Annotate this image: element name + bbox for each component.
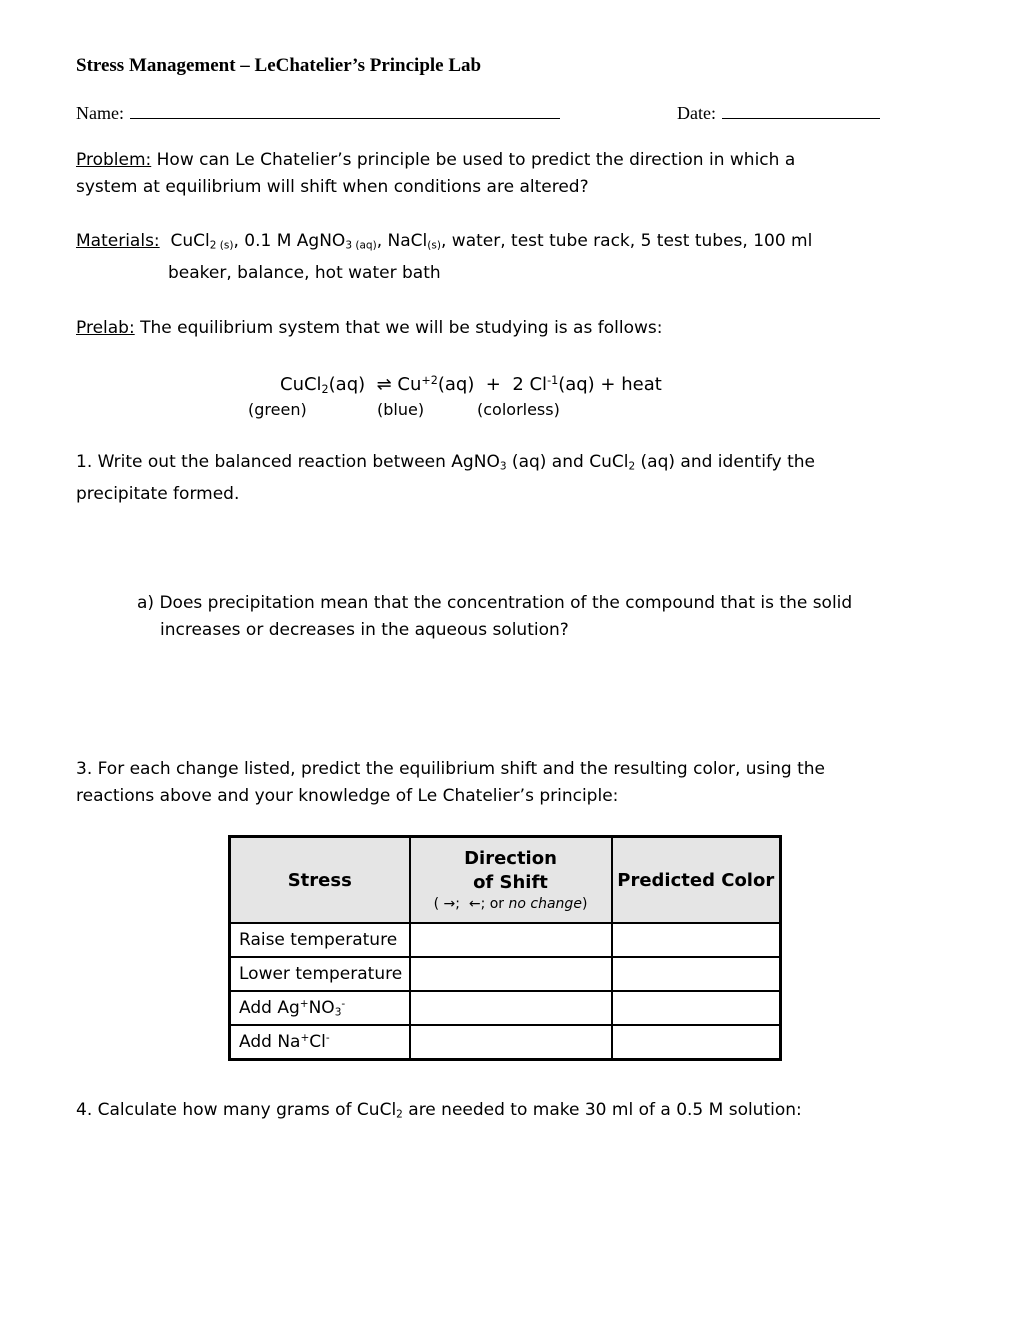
color-answer-cell — [612, 923, 781, 957]
predicted-color-column-header: Predicted Color — [612, 837, 781, 924]
date-label: Date: — [677, 103, 716, 123]
materials-line-1: Materials: CuCl$_{2 (s)}$, 0.1 M AgNO$_{3 (aq)}$, NaCl$_{(s)}$, water, test tube rack, 5 test tubes, 100 ml — [76, 231, 813, 252]
question-4 — [76, 1097, 802, 1129]
equation-color-label-green: (green) — [248, 400, 307, 419]
prelab-line-1: Prelab: The equilibrium system that we will be studying is as follows: — [76, 318, 663, 338]
table-header-row — [230, 837, 781, 924]
question-3 — [76, 756, 825, 810]
stress-cell: Lower temperature — [230, 957, 410, 991]
question-1 — [76, 449, 815, 508]
name-label: Name: — [76, 103, 124, 123]
table-row-lower-temperature — [230, 957, 781, 991]
materials-section — [76, 228, 812, 287]
stress-cell: Raise temperature — [230, 923, 410, 957]
direction-answer-cell — [410, 957, 612, 991]
stress-column-header: Stress — [230, 837, 410, 924]
date-blank-line — [722, 103, 880, 119]
direction-header-note: ( →; ←; or no change) — [433, 895, 588, 912]
direction-column-header — [410, 837, 612, 924]
prediction-table — [228, 835, 782, 1061]
question-1-line-2: precipitate formed. — [76, 483, 240, 504]
direction-answer-cell — [410, 991, 612, 1025]
stress-cell: Add $Ag^+NO_3^-$ — [230, 991, 410, 1025]
problem-section — [76, 147, 795, 201]
equilibrium-equation: CuCl$_2$(aq) ⇌ $Cu^{+2}(aq) + 2$ $Cl^{-1}(aq)$ + heat — [280, 374, 662, 396]
direction-header-line-1: Direction — [464, 847, 557, 869]
color-answer-cell — [612, 1025, 781, 1060]
stress-cell: Add Na+Cl- — [230, 1025, 410, 1060]
question-1-line-1: 1. Write out the balanced reaction between AgNO$_3$ (aq) and CuCl$_2$ (aq) and identify the — [76, 452, 815, 473]
question-1a-line-2: increases or decreases in the aqueous solution? — [160, 620, 569, 640]
table-row-add-agno3 — [230, 991, 781, 1025]
problem-line-1: Problem: How can Le Chatelier’s principle be used to predict the direction in which a — [76, 150, 796, 170]
name-field-row — [76, 103, 560, 124]
direction-answer-cell — [410, 1025, 612, 1060]
table-row-add-nacl — [230, 1025, 781, 1060]
direction-answer-cell — [410, 923, 612, 957]
question-1a-line-1: a) Does precipitation mean that the concentration of the compound that is the solid — [137, 593, 853, 613]
name-blank-line — [130, 103, 560, 119]
question-4-line-1: 4. Calculate how many grams of CuCl$_2$ are needed to make 30 ml of a 0.5 M solution: — [76, 1100, 802, 1121]
color-answer-cell — [612, 991, 781, 1025]
materials-line-2: beaker, balance, hot water bath — [168, 262, 441, 283]
question-1a — [137, 590, 852, 644]
prelab-section — [76, 315, 662, 342]
problem-line-2: system at equilibrium will shift when conditions are altered? — [76, 177, 589, 197]
page-title: Stress Management – LeChatelier’s Principle Lab — [76, 55, 482, 76]
question-3-line-2: reactions above and your knowledge of Le Chatelier’s principle: — [76, 786, 619, 806]
equation-color-label-blue: (blue) — [377, 400, 425, 419]
direction-header-line-2: of Shift — [473, 871, 548, 893]
table-row-raise-temperature — [230, 923, 781, 957]
question-3-line-1: 3. For each change listed, predict the equilibrium shift and the resulting color, using the — [76, 759, 825, 779]
color-answer-cell — [612, 957, 781, 991]
equation-color-label-colorless: (colorless) — [477, 400, 560, 419]
date-field-row — [677, 103, 880, 124]
